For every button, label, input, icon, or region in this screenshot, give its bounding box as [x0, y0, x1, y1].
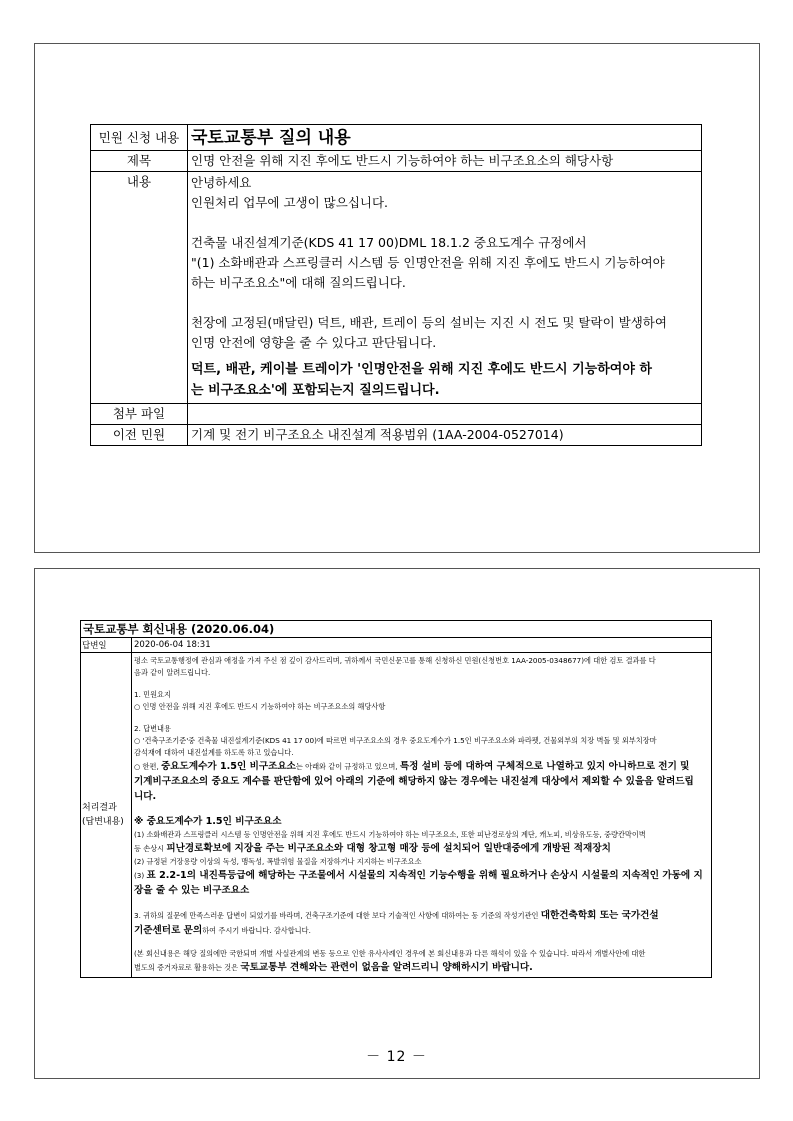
note-line [134, 960, 709, 975]
text: 3. 귀하의 질문에 만족스러운 답변이 되었기를 바라며, 건축구조기준에 대한 보다 기술적인 사항에 대하여는 동 기준의 작성기관인 [134, 911, 541, 920]
subject-value: 인명 안전을 위해 지진 후에도 반드시 기능하여야 하는 비구조요소의 해당사항 [188, 151, 702, 172]
bold-text: 특정 설비 등에 대하여 구체적으로 나열하고 있지 아니하므로 전기 및 [399, 761, 690, 772]
bold-text: 기준센터로 문의 [134, 925, 203, 936]
blank-line [191, 293, 698, 313]
header-title: 국토교통부 질의 내용 [188, 125, 702, 151]
spacer [134, 898, 709, 908]
text: 별도의 증거자료로 활용하는 것은 [134, 963, 241, 972]
content-line: 인명 안전에 영향을 줄 수 있다고 판단됩니다. [191, 335, 437, 350]
bold-text: 국토교통부 견해와는 관련이 없음을 알려드리니 양해하시기 바랍니다. [240, 962, 533, 973]
previous-label: 이전 민원 [91, 425, 188, 446]
bold-question-line: 는 비구조요소'에 포함되는지 질의드립니다. [191, 383, 440, 398]
page-number: － 12 － [366, 1049, 427, 1065]
bold-text: 중요도계수가 1.5인 비구조요소 [161, 761, 296, 772]
blank-line [191, 213, 698, 233]
reply-table [80, 620, 712, 978]
content-line: 천장에 고정된(매달린) 덕트, 배관, 트레이 등의 설비는 지진 시 전도 및 탈락이 발생하여 [191, 315, 667, 330]
attachment-label: 첨부 파일 [91, 404, 188, 425]
result-label-line: 처리결과 [82, 803, 117, 813]
reply-header: 국토교통부 회신내용 (2020.06.04) [81, 621, 712, 638]
date-label: 답변일 [81, 638, 132, 653]
bold-question [191, 359, 698, 401]
section-2-para-1: 감석재에 대하여 내진설계를 하도록 하고 있습니다. [134, 748, 294, 757]
civil-request-table [90, 124, 702, 446]
bold-question-line: 덕트, 배관, 케이블 트레이가 '인명안전을 위해 지진 후에도 반드시 기능하여야 하 [191, 362, 652, 377]
text: 는 아래와 같이 규정하고 있으며, [295, 762, 400, 771]
reply-body [132, 653, 712, 978]
list-item-2: (2) 규정된 거장용량 이상의 독성, 맹독성, 폭발위험 물질을 저장하거나 지지하는 비구조요소 [134, 857, 422, 866]
spacer [134, 804, 709, 814]
list-item-3 [134, 868, 709, 883]
section-2-para-2 [134, 759, 709, 774]
text: ○ 한편, [134, 762, 162, 771]
result-label-line: (답변내용) [82, 817, 124, 827]
header-label: 민원 신청 내용 [91, 125, 188, 151]
bold-text: 대한건축학회 또는 국가건설 [540, 910, 659, 921]
section-2-title: 2. 답변내용 [134, 724, 171, 733]
list-item-1-cont [134, 841, 709, 856]
bold-text: 피난경로확보에 지장을 주는 비구조요소와 대형 창고형 매장 등에 설치되어 일반대중에게 개방된 적재장치 [166, 843, 611, 854]
spacer [134, 713, 709, 723]
text: 하여 주시기 바랍니다. 감사합니다. [202, 926, 311, 935]
list-item-3-cont: 장을 줄 수 있는 비구조요소 [134, 885, 250, 896]
note-line: (본 회신내용은 해당 질의에만 국한되며 개별 사실관계의 변동 등으로 인한 유사사례인 경우에 본 회신내용과 다른 해석이 있을 수 있습니다. 따라서 개별사안에 대한 [134, 949, 646, 958]
section-1-body: ○ 인명 안전을 위해 지진 후에도 반드시 기능하여야 하는 비구조요소의 해당사항 [134, 702, 386, 711]
content-body [188, 172, 702, 404]
result-label [81, 653, 132, 978]
spacer [134, 679, 709, 689]
text: 등 손상시 [134, 844, 167, 853]
intro-line: 음과 같이 알려드립니다. [134, 668, 211, 677]
spacer [134, 938, 709, 948]
content-line: 하는 비구조요소"에 대해 질의드립니다. [191, 275, 406, 290]
content-line: 건축물 내진설계기준(KDS 41 17 00)DML 18.1.2 중요도계수 규정에서 [191, 235, 587, 250]
previous-value: 기계 및 전기 비구조요소 내진설계 적용범위 (1AA-2004-0527014) [188, 425, 702, 446]
section-2-para-2-cont: 니다. [134, 791, 157, 802]
content-line: 인원처리 업무에 고생이 많으십니다. [191, 195, 389, 210]
attachment-value [188, 404, 702, 425]
content-line: 안녕하세요 [191, 175, 252, 190]
section-1-title: 1. 민원요지 [134, 690, 171, 699]
text: (3) [134, 871, 147, 880]
section-2-para-2-cont: 기계비구조요소의 중요도 계수를 판단함에 있어 아래의 기준에 해당하지 않는 경우에는 내진설계 대상에서 제외할 수 있을음 알려드립 [134, 776, 694, 787]
content-label: 내용 [91, 172, 188, 404]
content-line: "(1) 소화배관과 스프링클러 시스템 등 인명안전을 위해 지진 후에도 반드시 기능하여야 [191, 255, 665, 270]
section-2-para-1: ○ '건축구조기준'중 건축물 내진설계기준(KDS 41 17 00)에 따르면 비구조요소의 경우 중요도계수가 1.5인 비구조요소와 파라펫, 건물외부의 치장 벽돌 및 외부치장마 [134, 736, 657, 745]
list-title: ※ 중요도계수가 1.5인 비구조요소 [134, 816, 282, 827]
section-3 [134, 908, 709, 923]
date-value: 2020-06-04 18:31 [132, 638, 712, 653]
bold-text: 표 2.2-1의 내진특등급에 해당하는 구조물에서 시설물의 지속적인 기능수행을 위해 필요하거나 손상시 시설물의 지속적인 가동에 지 [146, 870, 703, 881]
section-3-cont [134, 923, 709, 938]
subject-label: 제목 [91, 151, 188, 172]
list-item-1: (1) 소화배관과 스프링클러 시스템 등 인명안전을 위해 지진 후에도 반드시 기능하여야 하는 비구조요소, 또한 피난경로상의 계단, 캐노피, 비상유도등, 중량칸막이벽 [134, 830, 646, 839]
intro-line: 평소 국토교통행정에 관심과 애정을 가져 주신 점 깊이 감사드리며, 귀하께서 국민신문고를 통해 신청하신 민원(신청번호 1AA-2005-0348677)에 대한 검토 결과를 다 [134, 656, 656, 665]
